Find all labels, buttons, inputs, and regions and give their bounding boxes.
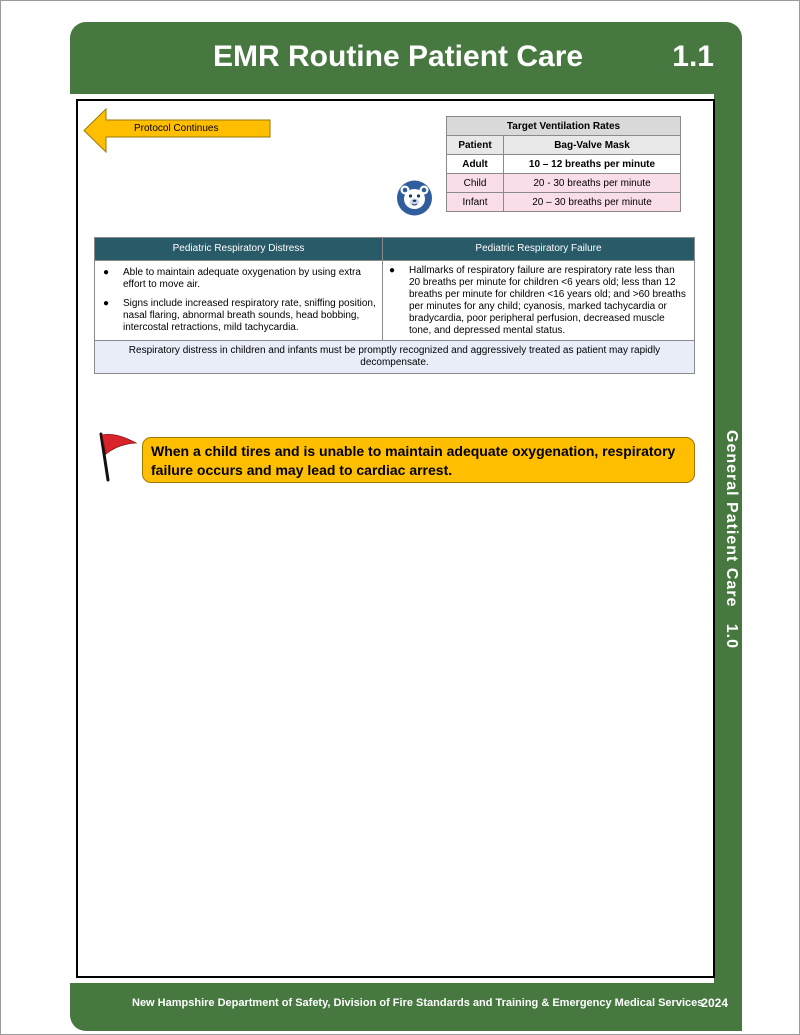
bullet-icon: ● (389, 265, 396, 276)
list-item-text: Hallmarks of respiratory failure are respiratory rate less than 20 breaths per minute for children <6 years old; less than 12 breaths per minute for children <16 years old; and >60 breaths per minutes for any child; cyanosis, marked tachycardia or bradycardia, poor peripheral perfusion, decreased muscle tone, and depressed mental status. (409, 265, 686, 336)
ventilation-table-caption: Target Ventilation Rates (447, 117, 681, 136)
ventilation-table (446, 116, 681, 212)
table-cell: 20 – 30 breaths per minute (504, 193, 681, 212)
table-row (447, 155, 681, 174)
table-row (447, 193, 681, 212)
list-item (103, 267, 376, 291)
page-title: EMR Routine Patient Care (213, 40, 584, 73)
ventilation-col-patient: Patient (447, 136, 504, 155)
footer-bar (70, 983, 742, 1031)
list-item (389, 265, 688, 337)
table-cell: Infant (447, 193, 504, 212)
respiratory-table (94, 237, 695, 374)
protocol-continues-link[interactable] (83, 108, 271, 153)
respiratory-note: Respiratory distress in children and infants must be promptly recognized and aggressively treated as patient may rapidly decompensate. (95, 340, 694, 373)
footer-text: New Hampshire Department of Safety, Division of Fire Standards and Training & Emergency Medical Services (132, 997, 704, 1009)
respiratory-distress-column (95, 261, 383, 340)
table-cell: 10 – 12 breaths per minute (504, 155, 681, 174)
content-area (76, 99, 715, 978)
list-item-text: Able to maintain adequate oxygenation by using extra effort to move air. (123, 267, 361, 290)
ventilation-col-bvm: Bag-Valve Mask (504, 136, 681, 155)
red-flag-icon (96, 430, 138, 482)
table-cell: Adult (447, 155, 504, 174)
respiratory-failure-column (383, 261, 694, 340)
bear-icon (396, 180, 433, 216)
list-item-text: Signs include increased respiratory rate, sniffing position, nasal flaring, abnormal breath sounds, head bobbing, intercostal retractions, mild tachycardia. (123, 298, 376, 333)
respiratory-distress-title: Pediatric Respiratory Distress (95, 238, 383, 260)
bullet-icon: ● (103, 267, 110, 278)
bullet-icon: ● (103, 298, 110, 309)
respiratory-failure-title: Pediatric Respiratory Failure (475, 243, 602, 254)
protocol-number: 1.1 (672, 40, 714, 73)
respiratory-table-body (95, 260, 694, 340)
header-bar (70, 22, 742, 94)
respiratory-failure-list (389, 265, 688, 337)
respiratory-distress-list (103, 267, 376, 334)
footer-year: 2024 (701, 996, 728, 1010)
warning-callout: When a child tires and is unable to maintain adequate oxygenation, respiratory failure occurs and may lead to cardiac arrest. (142, 437, 695, 483)
table-row (447, 174, 681, 193)
table-cell: 20 - 30 breaths per minute (504, 174, 681, 193)
section-label: General Patient Care 1.0 (723, 430, 740, 649)
list-item (103, 298, 376, 334)
table-cell: Child (447, 174, 504, 193)
respiratory-table-header (95, 238, 694, 260)
protocol-continues-label: Protocol Continues (134, 123, 219, 134)
